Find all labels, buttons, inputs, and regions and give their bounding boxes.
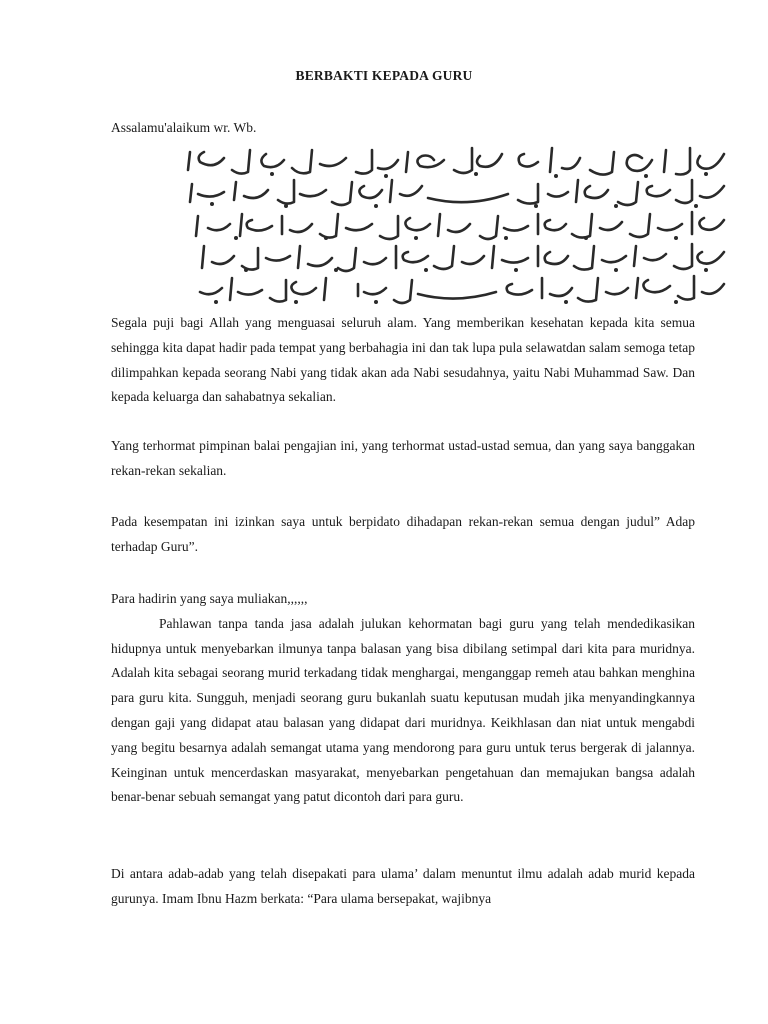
paragraph-text: Pada kesempatan ini izinkan saya untuk berpidato dihadapan rekan-rekan semua dengan judul” Adap terhadap Guru”. [111,514,695,554]
document-title: BERBAKTI KEPADA GURU [295,68,473,83]
paragraph-adab-murid [111,862,695,912]
opening-greeting: Assalamu'alaikum wr. Wb. [111,120,257,135]
paragraph-text: Yang terhormat pimpinan balai pengajian ini, yang terhormat ustad-ustad semua, dan yang saya banggakan rekan-rekan sekalian. [111,438,695,478]
paragraph-main-body [111,587,695,810]
arabic-calligraphy-image [176,140,728,308]
paragraph-speech-topic [111,510,695,560]
paragraph-text: Pahlawan tanpa tanda jasa adalah julukan kehormatan bagi guru yang telah mendedikasikan hidupnya untuk menyebarkan ilmunya tanpa balasan yang bisa dibilang setimpal dari kita para muridnya. Adalah kita sebagai seorang murid terkadang tidak menghargai, menganggap remeh atau bahkan menghina para guru kita. Sungguh, menjadi seorang guru bukanlah suatu keputusan mudah jika menyandingkannya dengan gaji yang didapat atau balasan yang didapat dari muridnya. Keikhlasan dan niat untuk mengabdi yang begitu besarnya adalah semangat utama yang mendorong para guru untuk terus bergerak di jalannya. Keinginan untuk mencerdaskan masyarakat, menyebarkan pengetahuan dan memajukan bangsa adalah benar-benar sebuah semangat yang patut dicontoh dari para guru. [111,615,695,805]
paragraph-opening-praise [111,311,695,410]
paragraph-respects [111,434,695,484]
paragraph-text: Segala puji bagi Allah yang menguasai seluruh alam. Yang memberikan kesehatan kepada kita semua sehingga kita dapat hadir pada tempat yang berbahagia ini dan tak lupa pula selawatdan salam semoga tetap dilimpahkan kepada seorang Nabi yang tidak akan ada Nabi sesudahnya, yaitu Nabi Muhammad Saw. Dan kepada keluarga dan sahabatnya sekalian. [111,315,695,405]
paragraph-text: Di antara adab-adab yang telah disepakati para ulama’ dalam menuntut ilmu adalah adab murid kepada gurunya. Imam Ibnu Hazm berkata: “Para ulama bersepakat, wajibnya [111,866,695,906]
audience-salutation: Para hadirin yang saya muliakan,,,,,, [111,591,308,606]
